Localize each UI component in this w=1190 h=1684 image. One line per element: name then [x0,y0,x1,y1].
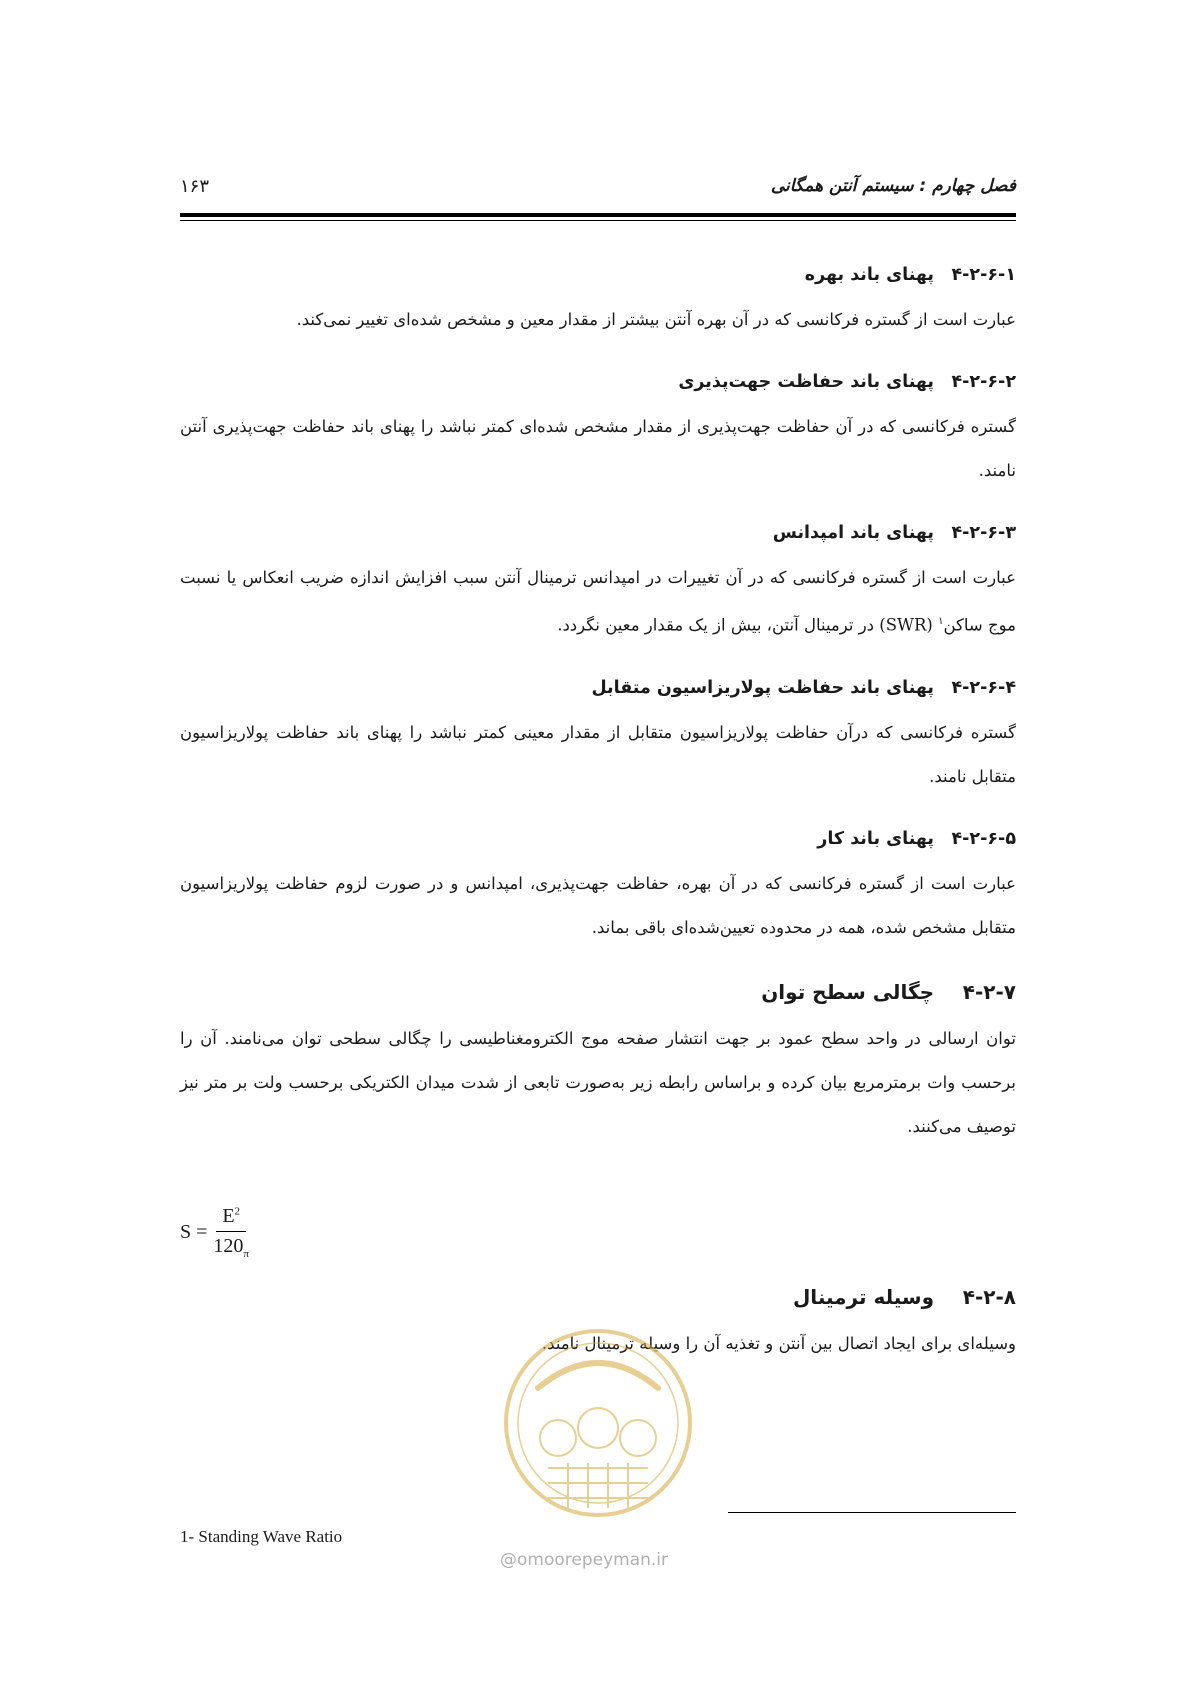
section-heading [180,826,1016,852]
section-title: پهنای باند امپدانس [772,523,934,543]
section-title: وسیله ترمینال [792,1285,934,1309]
section-operating-bandwidth [180,826,1016,950]
page-number: ۱۶۳ [180,176,210,197]
footnote-marker: ۱ [938,616,944,627]
section-heading [180,520,1016,546]
page-header [180,176,1016,206]
section-paragraph: وسیله‌ای برای ایجاد اتصال بین آنتن و تغذیه آن را وسیله ترمینال نامند. [541,1334,1016,1353]
section-paragraph [180,556,1016,648]
footnote: 1- Standing Wave Ratio [180,1527,343,1546]
section-paragraph: عبارت است از گستره فرکانسی که در آن بهره آنتن بیشتر از مقدار معین و مشخص شده‌ای تغییر نمی‌کند. [296,310,1016,329]
section-number: ۴-۲-۶-۱ [951,265,1016,285]
section-heading [180,262,1016,288]
section-gain-bandwidth [180,262,1016,342]
section-paragraph: عبارت است از گستره فرکانسی که در آن بهره، حفاظت جهت‌پذیری، امپدانس و در صورت لزوم حفاظت پولاریزاسیون متقابل مشخص شده، همه در محدوده تعیین‌شده‌ای باقی بماند. [180,873,1016,937]
section-heading [180,1282,1016,1312]
paragraph-text-before: عبارت است از گستره فرکانسی که در آن تغییرات در امپدانس ترمینال آنتن سبب افزایش اندازه ضریب انعکاس یا نسبت موج ساکن [180,568,1016,635]
section-heading [180,675,1016,701]
section-power-density [180,977,1016,1149]
watermark-site: @omoorepeyman.ir [500,1550,669,1570]
paragraph-text-after: (SWR) در ترمینال آنتن، بیش از یک مقدار معین نگردد. [557,615,939,635]
section-impedance-bandwidth [180,520,1016,648]
formula-numerator: $E^2$ [216,1205,246,1232]
header-rule-thin [180,220,1016,221]
section-title: پهنای باند حفاظت جهت‌پذیری [678,372,934,392]
section-heading [180,977,1016,1007]
section-title: پهنای باند کار [817,828,934,849]
section-title: چگالی سطح توان [761,979,934,1004]
formula-lhs: S = [180,1221,208,1243]
section-number: ۴-۲-۸ [962,1285,1016,1309]
header-rule-thick [180,213,1016,217]
watermark-logo [478,1318,718,1528]
section-cross-polarization-bandwidth [180,675,1016,799]
section-title: پهنای باند بهره [804,265,934,285]
section-title: پهنای باند حفاظت پولاریزاسیون متقابل [591,677,934,698]
footnote-rule [728,1512,1016,1513]
power-density-formula [180,1205,249,1260]
section-directivity-bandwidth [180,369,1016,493]
section-paragraph: توان ارسالی در واحد سطح عمود بر جهت انتشار صفحه موج الکترومغناطیسی را چگالی سطحی توان می‌نامند. آن را برحسب وات برمترمربع بیان کرده و براساس رابطه زیر به‌صورت تابعی از شدت میدان الکتریکی برحسب ولت بر متر نیز توصیف می‌کنند. [180,1028,1016,1136]
section-paragraph: گستره فرکانسی که در آن حفاظت جهت‌پذیری از مقدار مشخص شده‌ای کمتر نباشد را پهنای باند حفاظت جهت‌پذیری آنتن نامند. [180,417,1016,480]
section-number: ۴-۲-۶-۳ [951,523,1016,543]
formula-denominator: $120_\pi$ [213,1235,249,1260]
section-number: ۴-۲-۶-۵ [951,828,1016,849]
chapter-title: فصل چهارم : سیستم آنتن همگانی [770,176,1016,196]
formula-fraction [213,1205,249,1260]
main-content [180,262,1016,1176]
section-paragraph: گستره فرکانسی که درآن حفاظت پولاریزاسیون متقابل از مقدار معینی کمتر نباشد را پهنای باند حفاظت پولاریزاسیون متقابل نامند. [180,722,1016,786]
section-number: ۴-۲-۶-۴ [951,677,1016,698]
section-heading [180,369,1016,395]
section-number: ۴-۲-۶-۲ [951,372,1016,392]
section-number: ۴-۲-۷ [962,979,1016,1004]
